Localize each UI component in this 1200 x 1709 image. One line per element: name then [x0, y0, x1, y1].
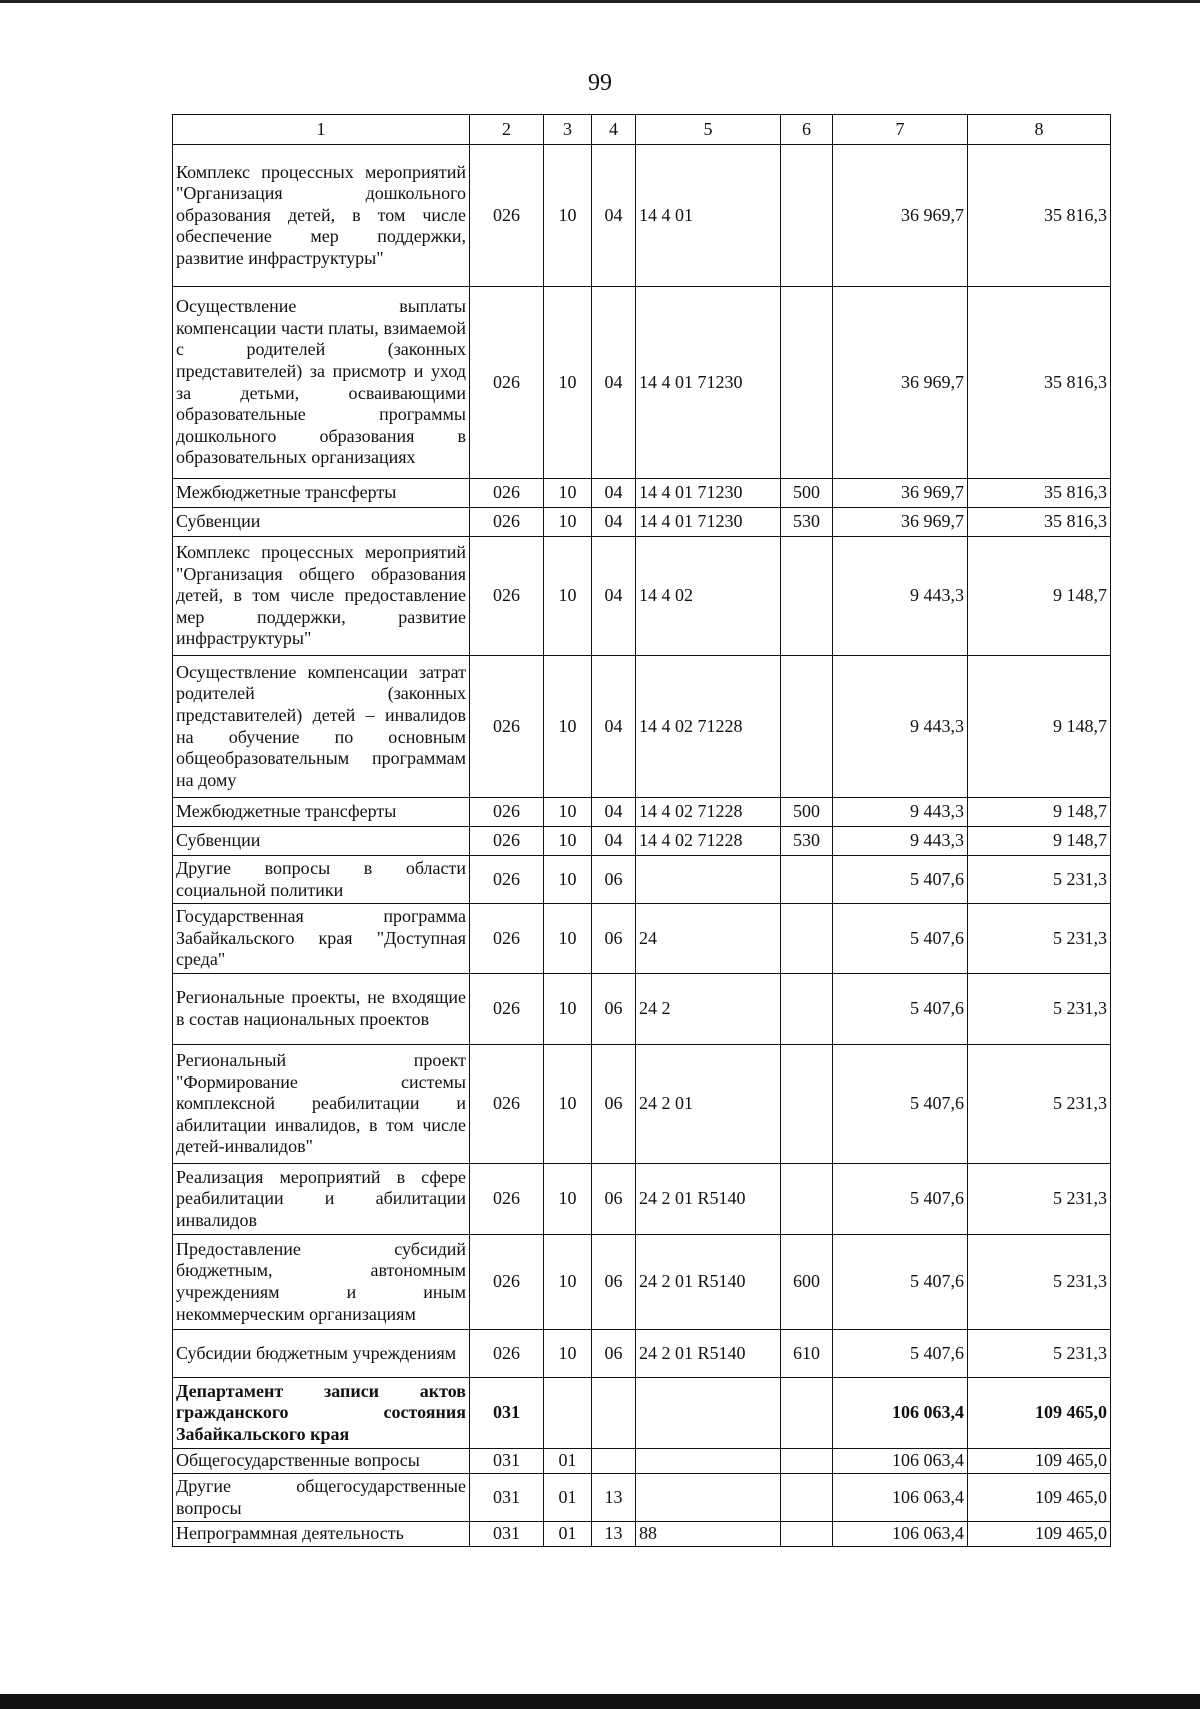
- cell-subsection: 04: [592, 656, 636, 798]
- cell-section: [544, 1378, 592, 1449]
- cell-target-article: [636, 1449, 781, 1474]
- cell-subsection: 06: [592, 974, 636, 1045]
- table-row: [173, 798, 1111, 827]
- cell-expense-type: [781, 904, 833, 974]
- cell-section: 10: [544, 479, 592, 508]
- cell-ministry-code: 026: [470, 656, 544, 798]
- cell-amount-year1: 5 407,6: [833, 974, 968, 1045]
- cell-target-article: 14 4 02 71228: [636, 827, 781, 856]
- cell-subsection: [592, 1378, 636, 1449]
- cell-ministry-code: 026: [470, 479, 544, 508]
- row-name: Региональные проекты, не входящие в состав национальных проектов: [173, 974, 470, 1045]
- row-name: Другие вопросы в области социальной политики: [173, 856, 470, 904]
- row-name: Осуществление компенсации затрат родителей (законных представителей) детей – инвалидов на обучение по основным общеобразовательным программам на дому: [173, 656, 470, 798]
- table-row: [173, 856, 1111, 904]
- cell-expense-type: [781, 856, 833, 904]
- header-row: [173, 115, 1111, 145]
- budget-table: [172, 114, 1111, 1547]
- table-row: [173, 479, 1111, 508]
- table-row: [173, 1474, 1111, 1522]
- row-name: Предоставление субсидий бюджетным, автономным учреждениям и иным некоммерческим организациям: [173, 1235, 470, 1330]
- row-name: Региональный проект "Формирование системы комплексной реабилитации и абилитации инвалидов, в том числе детей-инвалидов": [173, 1045, 470, 1164]
- cell-ministry-code: 031: [470, 1474, 544, 1522]
- cell-subsection: 13: [592, 1474, 636, 1522]
- cell-amount-year1: 9 443,3: [833, 798, 968, 827]
- cell-section: 10: [544, 1045, 592, 1164]
- table-row: [173, 656, 1111, 798]
- cell-subsection: 06: [592, 1164, 636, 1235]
- cell-section: 10: [544, 856, 592, 904]
- cell-subsection: 04: [592, 479, 636, 508]
- cell-subsection: 06: [592, 856, 636, 904]
- cell-section: 10: [544, 827, 592, 856]
- cell-subsection: 04: [592, 798, 636, 827]
- cell-section: 10: [544, 287, 592, 479]
- cell-amount-year1: 106 063,4: [833, 1378, 968, 1449]
- row-name: Комплекс процессных мероприятий "Организация дошкольного образования детей, в том числе обеспечение мер поддержки, развитие инфраструктуры": [173, 145, 470, 287]
- cell-ministry-code: 031: [470, 1378, 544, 1449]
- table-row: [173, 1449, 1111, 1474]
- table-row: [173, 145, 1111, 287]
- cell-ministry-code: 026: [470, 856, 544, 904]
- cell-amount-year2: 9 148,7: [968, 798, 1111, 827]
- row-name: Непрограммная деятельность: [173, 1522, 470, 1547]
- cell-expense-type: 530: [781, 827, 833, 856]
- cell-subsection: 06: [592, 1045, 636, 1164]
- scan-edge-top: [0, 0, 1200, 3]
- cell-expense-type: [781, 1164, 833, 1235]
- cell-target-article: 88: [636, 1522, 781, 1547]
- cell-target-article: 24 2 01: [636, 1045, 781, 1164]
- cell-ministry-code: 026: [470, 537, 544, 656]
- cell-amount-year1: 5 407,6: [833, 856, 968, 904]
- cell-section: 01: [544, 1522, 592, 1547]
- cell-amount-year2: 35 816,3: [968, 145, 1111, 287]
- cell-expense-type: 600: [781, 1235, 833, 1330]
- cell-amount-year1: 106 063,4: [833, 1474, 968, 1522]
- cell-expense-type: 610: [781, 1330, 833, 1378]
- table-row: [173, 904, 1111, 974]
- cell-amount-year2: 109 465,0: [968, 1474, 1111, 1522]
- row-name: Другие общегосударственные вопросы: [173, 1474, 470, 1522]
- cell-ministry-code: 026: [470, 145, 544, 287]
- cell-target-article: 24: [636, 904, 781, 974]
- table-row: [173, 827, 1111, 856]
- cell-ministry-code: 031: [470, 1522, 544, 1547]
- cell-expense-type: [781, 537, 833, 656]
- cell-subsection: 13: [592, 1522, 636, 1547]
- cell-section: 10: [544, 904, 592, 974]
- cell-ministry-code: 026: [470, 1045, 544, 1164]
- cell-amount-year2: 5 231,3: [968, 974, 1111, 1045]
- cell-amount-year1: 5 407,6: [833, 1235, 968, 1330]
- cell-amount-year1: 36 969,7: [833, 508, 968, 537]
- cell-section: 10: [544, 145, 592, 287]
- cell-amount-year1: 36 969,7: [833, 145, 968, 287]
- cell-target-article: 14 4 02 71228: [636, 656, 781, 798]
- cell-target-article: 14 4 01 71230: [636, 479, 781, 508]
- row-name: Департамент записи актов гражданского состояния Забайкальского края: [173, 1378, 470, 1449]
- cell-amount-year2: 5 231,3: [968, 1235, 1111, 1330]
- row-name: Реализация мероприятий в сфере реабилитации и абилитации инвалидов: [173, 1164, 470, 1235]
- cell-amount-year1: 36 969,7: [833, 479, 968, 508]
- row-name: Общегосударственные вопросы: [173, 1449, 470, 1474]
- cell-amount-year2: 35 816,3: [968, 287, 1111, 479]
- cell-section: 10: [544, 1164, 592, 1235]
- row-name: Государственная программа Забайкальского края "Доступная среда": [173, 904, 470, 974]
- cell-subsection: 06: [592, 1330, 636, 1378]
- cell-amount-year2: 5 231,3: [968, 1164, 1111, 1235]
- cell-ministry-code: 026: [470, 827, 544, 856]
- scan-edge-bottom: [0, 1694, 1200, 1709]
- cell-ministry-code: 026: [470, 798, 544, 827]
- header-cell: 5: [636, 115, 781, 145]
- table-row: [173, 1330, 1111, 1378]
- page-number: 99: [588, 70, 612, 96]
- cell-ministry-code: 026: [470, 904, 544, 974]
- cell-section: 01: [544, 1449, 592, 1474]
- cell-expense-type: [781, 287, 833, 479]
- cell-ministry-code: 026: [470, 1164, 544, 1235]
- cell-amount-year1: 36 969,7: [833, 287, 968, 479]
- table-body: [173, 145, 1111, 1547]
- cell-expense-type: [781, 1474, 833, 1522]
- cell-amount-year2: 5 231,3: [968, 904, 1111, 974]
- cell-amount-year1: 5 407,6: [833, 904, 968, 974]
- row-name: Межбюджетные трансферты: [173, 479, 470, 508]
- cell-target-article: 14 4 01 71230: [636, 508, 781, 537]
- cell-section: 10: [544, 974, 592, 1045]
- row-name: Субвенции: [173, 827, 470, 856]
- cell-amount-year1: 106 063,4: [833, 1449, 968, 1474]
- cell-expense-type: [781, 1522, 833, 1547]
- cell-ministry-code: 026: [470, 287, 544, 479]
- cell-amount-year2: 109 465,0: [968, 1522, 1111, 1547]
- table-row: [173, 508, 1111, 537]
- cell-amount-year1: 9 443,3: [833, 827, 968, 856]
- cell-target-article: [636, 856, 781, 904]
- cell-section: 10: [544, 798, 592, 827]
- cell-section: 10: [544, 508, 592, 537]
- cell-ministry-code: 026: [470, 1330, 544, 1378]
- cell-amount-year1: 9 443,3: [833, 537, 968, 656]
- cell-subsection: 04: [592, 145, 636, 287]
- row-name: Субвенции: [173, 508, 470, 537]
- header-cell: 6: [781, 115, 833, 145]
- row-name: Осуществление выплаты компенсации части платы, взимаемой с родителей (законных представителей) за присмотр и уход за детьми, осваивающими образовательные программы дошкольного образования в образовательных организациях: [173, 287, 470, 479]
- cell-expense-type: [781, 974, 833, 1045]
- cell-ministry-code: 031: [470, 1449, 544, 1474]
- cell-ministry-code: 026: [470, 508, 544, 537]
- cell-target-article: 14 4 02: [636, 537, 781, 656]
- cell-expense-type: [781, 1378, 833, 1449]
- cell-amount-year1: 5 407,6: [833, 1045, 968, 1164]
- table-row: [173, 1235, 1111, 1330]
- cell-ministry-code: 026: [470, 974, 544, 1045]
- cell-section: 10: [544, 1330, 592, 1378]
- row-name: Субсидии бюджетным учреждениям: [173, 1330, 470, 1378]
- cell-amount-year1: 5 407,6: [833, 1330, 968, 1378]
- cell-section: 10: [544, 656, 592, 798]
- cell-section: 10: [544, 537, 592, 656]
- cell-target-article: [636, 1474, 781, 1522]
- header-cell: 1: [173, 115, 470, 145]
- cell-amount-year2: 35 816,3: [968, 508, 1111, 537]
- header-cell: 4: [592, 115, 636, 145]
- table-row: [173, 537, 1111, 656]
- cell-amount-year2: 5 231,3: [968, 1045, 1111, 1164]
- cell-subsection: 06: [592, 904, 636, 974]
- cell-amount-year2: 9 148,7: [968, 537, 1111, 656]
- cell-expense-type: [781, 145, 833, 287]
- cell-expense-type: [781, 1449, 833, 1474]
- header-cell: 8: [968, 115, 1111, 145]
- cell-amount-year2: 5 231,3: [968, 1330, 1111, 1378]
- cell-amount-year2: 35 816,3: [968, 479, 1111, 508]
- cell-amount-year1: 5 407,6: [833, 1164, 968, 1235]
- cell-amount-year2: 109 465,0: [968, 1449, 1111, 1474]
- cell-target-article: 24 2 01 R5140: [636, 1235, 781, 1330]
- cell-expense-type: 530: [781, 508, 833, 537]
- cell-amount-year2: 9 148,7: [968, 656, 1111, 798]
- cell-expense-type: 500: [781, 479, 833, 508]
- table-row: [173, 287, 1111, 479]
- header-cell: 7: [833, 115, 968, 145]
- cell-subsection: 04: [592, 827, 636, 856]
- cell-target-article: 24 2: [636, 974, 781, 1045]
- cell-amount-year1: 9 443,3: [833, 656, 968, 798]
- cell-section: 10: [544, 1235, 592, 1330]
- cell-target-article: 14 4 01: [636, 145, 781, 287]
- cell-target-article: 14 4 02 71228: [636, 798, 781, 827]
- cell-amount-year1: 106 063,4: [833, 1522, 968, 1547]
- cell-amount-year2: 109 465,0: [968, 1378, 1111, 1449]
- cell-target-article: [636, 1378, 781, 1449]
- cell-subsection: 06: [592, 1235, 636, 1330]
- cell-expense-type: 500: [781, 798, 833, 827]
- row-name: Межбюджетные трансферты: [173, 798, 470, 827]
- cell-target-article: 14 4 01 71230: [636, 287, 781, 479]
- cell-subsection: 04: [592, 287, 636, 479]
- cell-expense-type: [781, 1045, 833, 1164]
- header-cell: 2: [470, 115, 544, 145]
- row-name: Комплекс процессных мероприятий "Организация общего образования детей, в том числе предоставление мер поддержки, развитие инфраструктуры": [173, 537, 470, 656]
- table-row: [173, 974, 1111, 1045]
- table-row: [173, 1164, 1111, 1235]
- cell-amount-year2: 9 148,7: [968, 827, 1111, 856]
- table-row: [173, 1378, 1111, 1449]
- table-row: [173, 1522, 1111, 1547]
- cell-subsection: 04: [592, 508, 636, 537]
- cell-target-article: 24 2 01 R5140: [636, 1330, 781, 1378]
- cell-subsection: 04: [592, 537, 636, 656]
- cell-expense-type: [781, 656, 833, 798]
- cell-target-article: 24 2 01 R5140: [636, 1164, 781, 1235]
- cell-amount-year2: 5 231,3: [968, 856, 1111, 904]
- cell-section: 01: [544, 1474, 592, 1522]
- table-row: [173, 1045, 1111, 1164]
- header-cell: 3: [544, 115, 592, 145]
- cell-ministry-code: 026: [470, 1235, 544, 1330]
- cell-subsection: [592, 1449, 636, 1474]
